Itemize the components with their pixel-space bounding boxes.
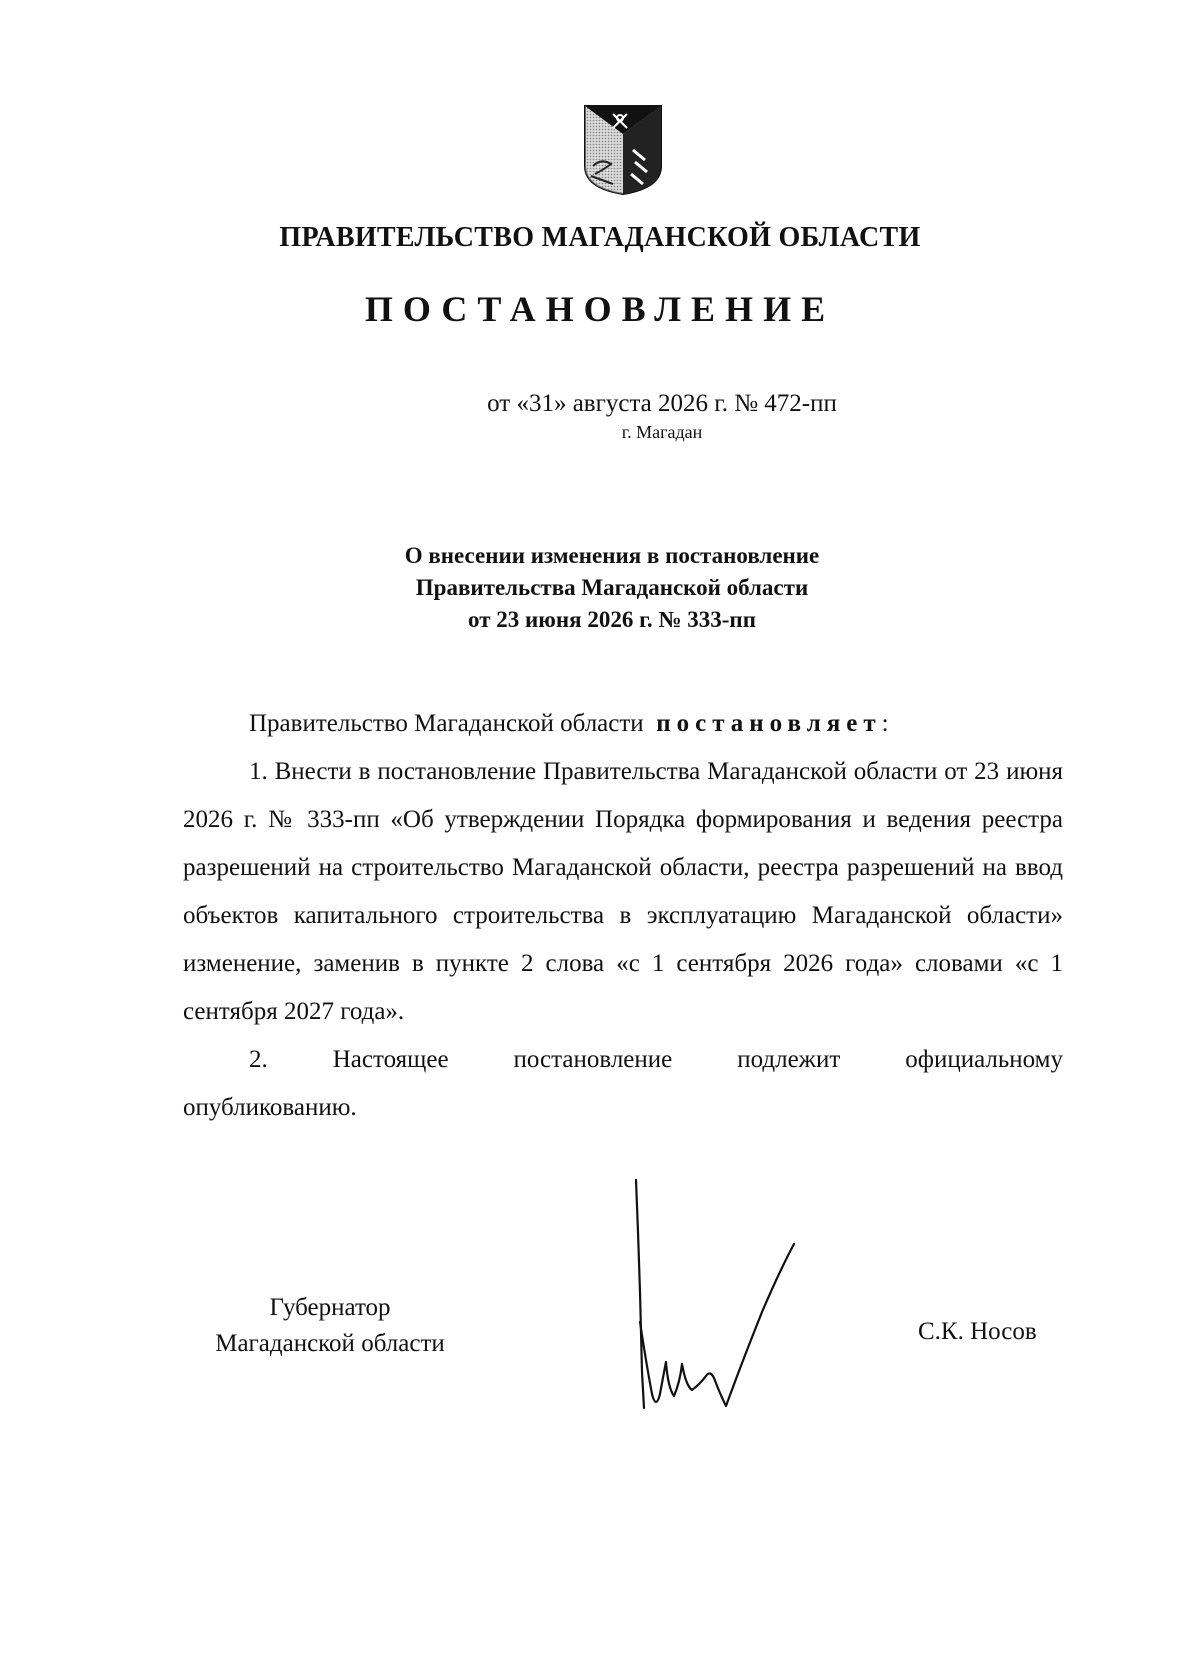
document-type-heading: ПОСТАНОВЛЕНИЕ <box>364 289 836 329</box>
paragraph-2: 2. Настоящее постановление подлежит официальному опубликованию. <box>183 1046 1063 1121</box>
subject-line-3: от 23 июня 2026 г. № 333-пп <box>468 607 756 632</box>
organization-title: ПРАВИТЕЛЬСТВО МАГАДАНСКОЙ ОБЛАСТИ <box>279 222 921 253</box>
document-city: г. Магадан <box>621 422 703 442</box>
document-body <box>183 700 1063 1132</box>
intro-paragraph <box>183 700 1063 748</box>
governor-title-line-1: Губернатор <box>269 1294 391 1321</box>
document-subject <box>0 540 1200 636</box>
governor-title <box>190 1290 470 1362</box>
paragraph-1: 1. Внести в постановление Правительства Магаданской области от 23 июня 2026 г. № 333-пп «Об утверждении Порядка формирования и ведения реестра разрешений на строительство Магаданской области, реестра разрешений на ввод объектов капитального строительства в эксплуатацию Магаданской области» изменение, заменив в пункте 2 слова «с 1 сентября 2026 года» словами «с 1 сентября 2027 года». <box>183 758 1063 1025</box>
governor-title-line-2: Магаданской области <box>215 1330 445 1357</box>
coat-of-arms-icon <box>583 104 663 196</box>
intro-keyword: постановляет <box>656 710 882 737</box>
intro-suffix: : <box>881 710 889 737</box>
document-date-number: от «31» августа 2026 г. № 472-пп <box>487 390 837 417</box>
subject-line-1: О внесении изменения в постановление <box>404 543 820 568</box>
governor-name: С.К. Носов <box>918 1318 1037 1345</box>
subject-line-2: Правительства Магаданской области <box>415 575 809 600</box>
handwritten-signature <box>622 1172 822 1422</box>
intro-prefix: Правительство Магаданской области <box>249 710 644 737</box>
